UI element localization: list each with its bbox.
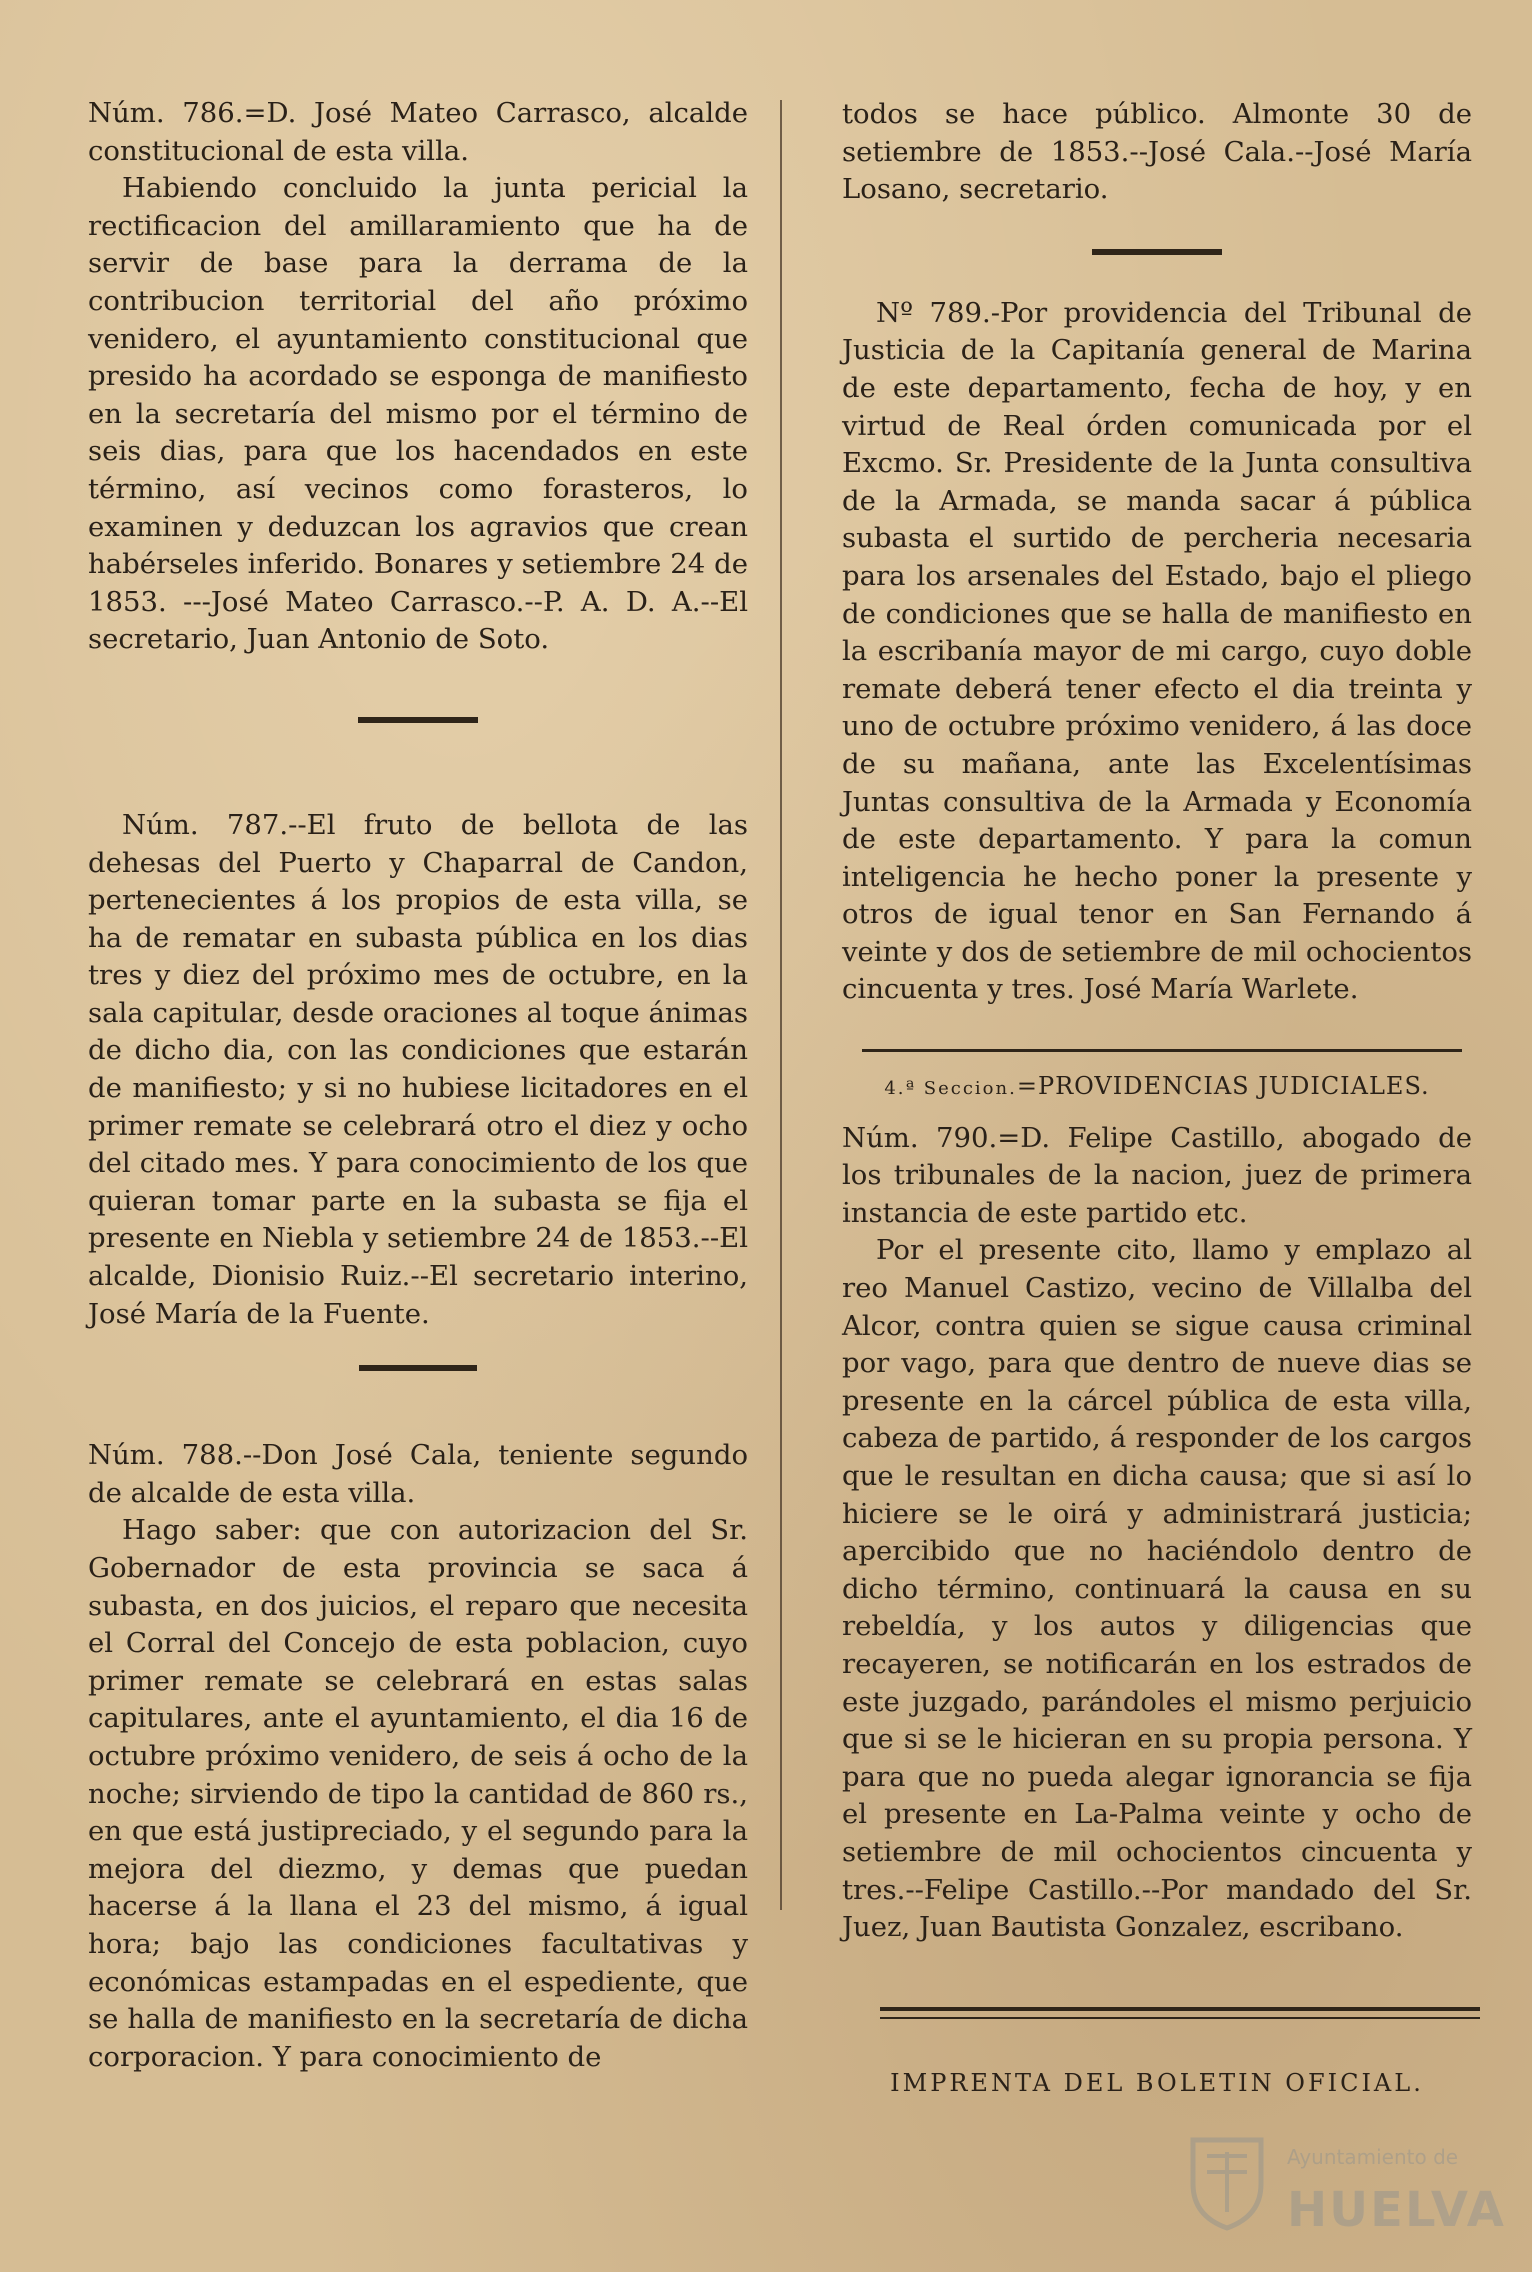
notice-786 <box>88 95 748 659</box>
notice-788-body: Hago saber: que con autorizacion del Sr. Gobernador de esta provincia se saca á subasta, en dos juicios, el reparo que necesita el Corral del Concejo de esta poblacion, cuyo primer remate se celebrará en estas salas capitulares, ante el ayuntamiento, el dia 16 de octubre próximo venidero, de seis á ocho de la noche; sirviendo de tipo la cantidad de 860 rs., en que está justipreciado, y el segundo para la mejora del diezmo, y demas que puedan hacerse á la llana el 23 del mismo, á igual hora; bajo las condiciones facultativas y económicas estampadas en el espediente, que se halla de manifiesto en la secretaría de dicha corporacion. Y para conocimiento de <box>88 1514 748 2073</box>
section-title: =PROVIDENCIAS JUDICIALES. <box>1016 1072 1430 1101</box>
notice-788-continuation <box>842 96 1472 209</box>
imprint-line: IMPRENTA DEL BOLETIN OFICIAL. <box>890 2068 1424 2097</box>
column-divider <box>780 100 782 1910</box>
watermark-small-text: Ayuntamiento de <box>1287 2145 1459 2169</box>
section-prefix: 4.ª Seccion. <box>884 1078 1017 1100</box>
notice-790 <box>842 1120 1472 1947</box>
closing-double-rule <box>880 2007 1480 2019</box>
coat-of-arms-icon <box>1187 2132 1267 2232</box>
watermark-big-text: HUELVA <box>1287 2182 1506 2238</box>
notice-790-body: Por el presente cito, llamo y emplazo al reo Manuel Castizo, vecino de Villalba del Alcor, contra quien se sigue causa criminal por vago, para que dentro de nueve dias se presente en la cárcel pública de esta villa, cabeza de partido, á responder de los cargos que le resultan en dicha causa; que si así lo hiciere se le oirá y administrará justicia; apercibido que no haciéndolo dentro de dicho término, continuará la causa en su rebeldía, y los autos y diligencias que recayeren, se notificarán en los estrados de este juzgado, parándoles el mismo perjuicio que si se le hicieran en su propia persona. Y para que no pueda alegar ignorancia se fija el presente en La-Palma veinte y ocho de setiembre de mil ochocientos cincuenta y tres.--Felipe Castillo.--Por mandado del Sr. Juez, Juan Bautista Gonzalez, escribano. <box>842 1234 1472 1944</box>
left-column <box>88 95 748 2076</box>
notice-787-body: Núm. 787.--El fruto de bellota de las dehesas del Puerto y Chaparral de Candon, pertenecientes á los propios de esta villa, se ha de rematar en subasta pública en los dias tres y diez del próximo mes de octubre, en la sala capitular, desde oraciones al toque ánimas de dicho dia, con las condiciones que estarán de manifiesto; y si no hubiese licitadores en el primer remate se celebrará otro el diez y ocho del citado mes. Y para conocimiento de los que quieran tomar parte en la subasta se fija el presente en Niebla y setiembre 24 de 1853.--El alcalde, Dionisio Ruiz.--El secretario interino, José María de la Fuente. <box>88 808 748 1330</box>
notice-787 <box>88 807 748 1333</box>
section-heading <box>842 1068 1472 1108</box>
notice-788-heading: Núm. 788.--Don José Cala, teniente segundo de alcalde de esta villa. <box>88 1439 748 1509</box>
right-column <box>842 96 1472 2102</box>
notice-788 <box>88 1437 748 2076</box>
notice-790-heading: Núm. 790.=D. Felipe Castillo, abogado de los tribunales de la nacion, juez de primera instancia de este partido etc. <box>842 1121 1472 1229</box>
archive-watermark <box>1187 2132 1506 2242</box>
notice-786-heading: Núm. 786.=D. José Mateo Carrasco, alcalde constitucional de esta villa. <box>88 97 748 167</box>
notice-789 <box>842 295 1472 1009</box>
notice-789-body: Nº 789.-Por providencia del Tribunal de Justicia de la Capitanía general de Marina de este departamento, fecha de hoy, y en virtud de Real órden comunicada por el Excmo. Sr. Presidente de la Junta consultiva de la Armada, se manda sacar á pública subasta el surtido de percheria necesaria para los arsenales del Estado, bajo el pliego de condiciones que se halla de manifiesto en la escribanía mayor de mi cargo, cuyo doble remate deberá tener efecto el dia treinta y uno de octubre próximo venidero, á las doce de su mañana, ante las Excelentísimas Juntas consultiva de la Armada y Economía de este departamento. Y para la comun inteligencia he hecho poner la presente y otros de igual tenor en San Fernando á veinte y dos de setiembre de mil ochocientos cincuenta y tres. José María Warlete. <box>842 296 1472 1006</box>
notice-788-continuation-text: todos se hace público. Almonte 30 de setiembre de 1853.--José Cala.--José María Losano, secretario. <box>842 98 1472 206</box>
notice-786-body: Habiendo concluido la junta pericial la rectificacion del amillaramiento que ha de servir de base para la derrama de la contribucion territorial del año próximo venidero, el ayuntamiento constitucional que presido ha acordado se esponga de manifiesto en la secretaría del mismo por el término de seis dias, para que los hacendados en este término, así vecinos como forasteros, lo examinen y deduzcan los agravios que crean habérseles inferido. Bonares y setiembre 24 de 1853. ---José Mateo Carrasco.--P. A. D. A.--El secretario, Juan Antonio de Soto. <box>88 172 748 656</box>
